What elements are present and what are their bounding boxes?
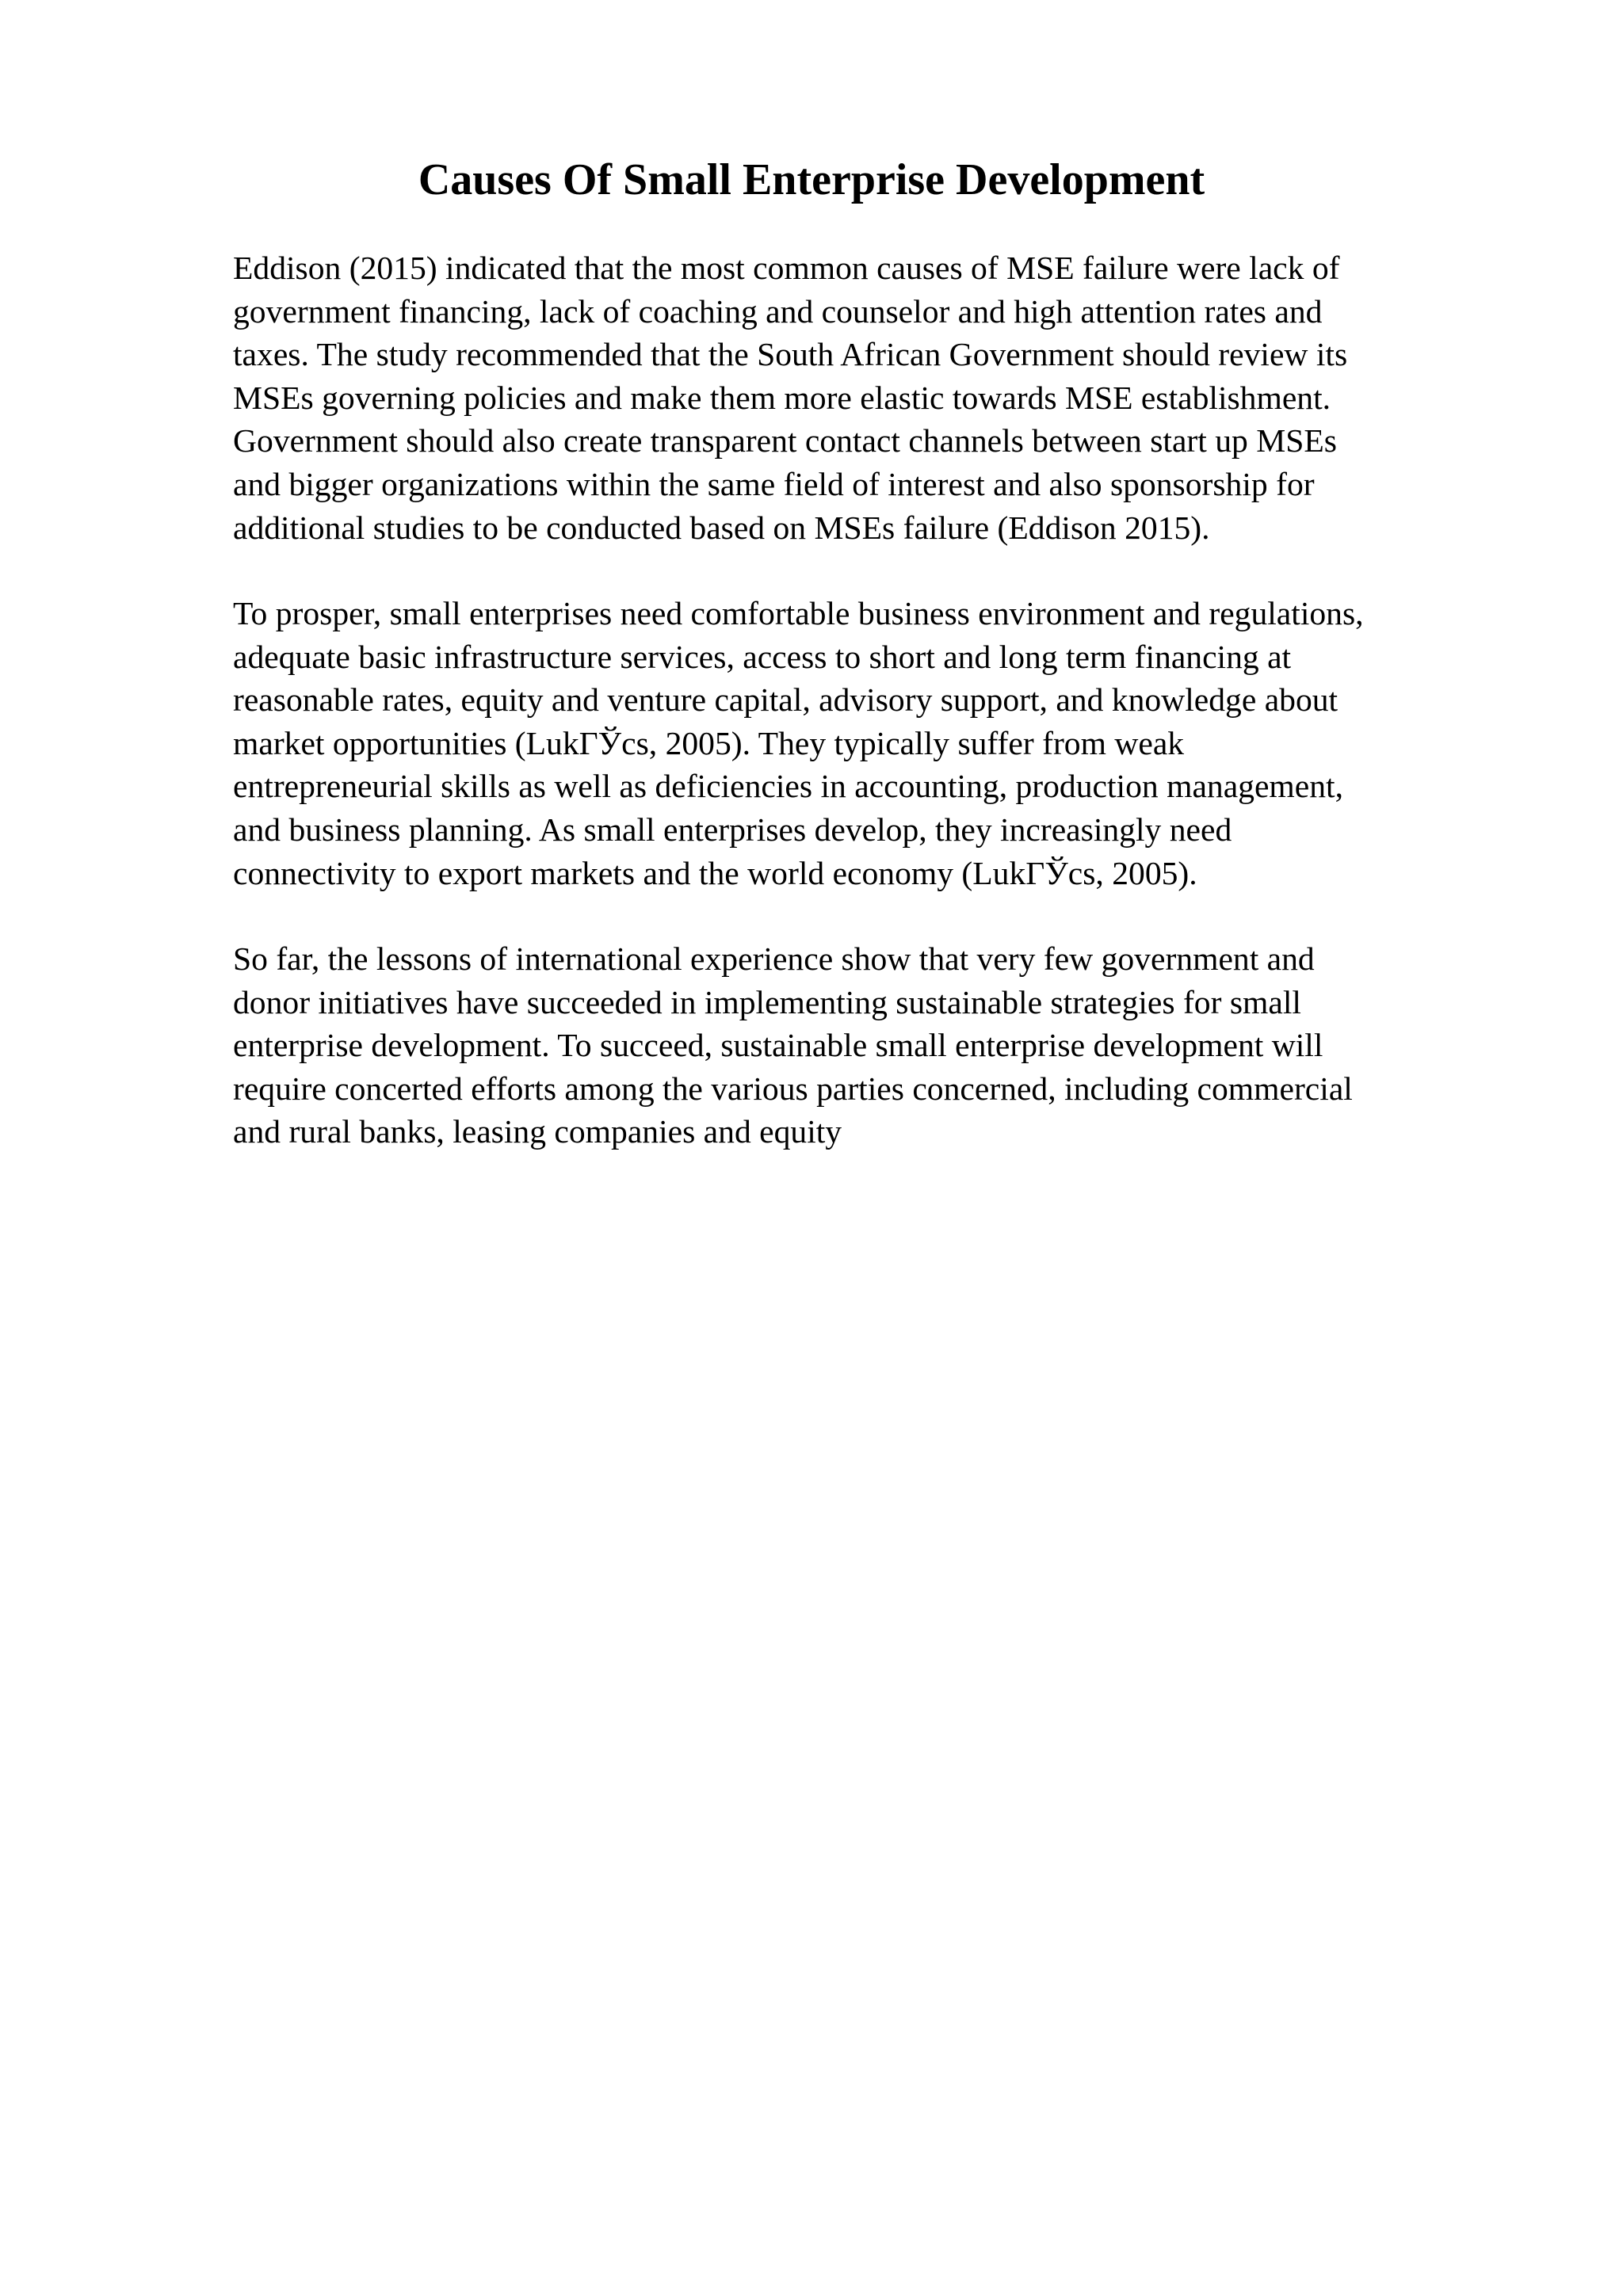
paragraph-line: and business planning. As small enterprises develop, they increasingly need [233, 810, 1232, 848]
paragraph-line: government financing, lack of coaching and counselor and high attention rates and [233, 292, 1323, 330]
paragraph-line: require concerted efforts among the various parties concerned, including commercial [233, 1070, 1353, 1107]
paragraph-3 [233, 937, 1353, 1154]
paragraph-line: MSEs governing policies and make them more elastic towards MSE establishment. [233, 379, 1331, 416]
paragraph-line: entrepreneurial skills as well as deficiencies in accounting, production management, [233, 768, 1343, 805]
paragraph-line: Government should also create transparent contact channels between start up MSEs [233, 422, 1337, 460]
paragraph-line: adequate basic infrastructure services, access to short and long term financing at [233, 638, 1292, 675]
paragraph-1 [233, 246, 1347, 549]
paragraph-line: So far, the lessons of international experience show that very few government and [233, 940, 1315, 977]
paragraph-line: reasonable rates, equity and venture capital, advisory support, and knowledge about [233, 681, 1338, 719]
paragraph-line: taxes. The study recommended that the South African Government should review its [233, 336, 1348, 373]
paragraph-line: enterprise development. To succeed, sustainable small enterprise development will [233, 1027, 1323, 1064]
paragraph-line: additional studies to be conducted based on MSEs failure (Eddison 2015). [233, 509, 1210, 546]
paragraph-line: connectivity to export markets and the world economy (LukГЎcs, 2005). [233, 854, 1197, 891]
paragraph-line: Eddison (2015) indicated that the most common causes of MSE failure were lack of [233, 250, 1340, 286]
paragraph-2 [233, 592, 1364, 894]
paragraph-line: and rural banks, leasing companies and equity [233, 1113, 842, 1150]
page-title: Causes Of Small Enterprise Development [418, 155, 1205, 204]
paragraph-line: donor initiatives have succeeded in implementing sustainable strategies for small [233, 983, 1301, 1020]
paragraph-line: To prosper, small enterprises need comfortable business environment and regulations, [233, 595, 1364, 631]
paragraph-line: market opportunities (LukГЎcs, 2005). They typically suffer from weak [233, 724, 1185, 761]
paragraph-line: and bigger organizations within the same field of interest and also sponsorship for [233, 465, 1315, 502]
